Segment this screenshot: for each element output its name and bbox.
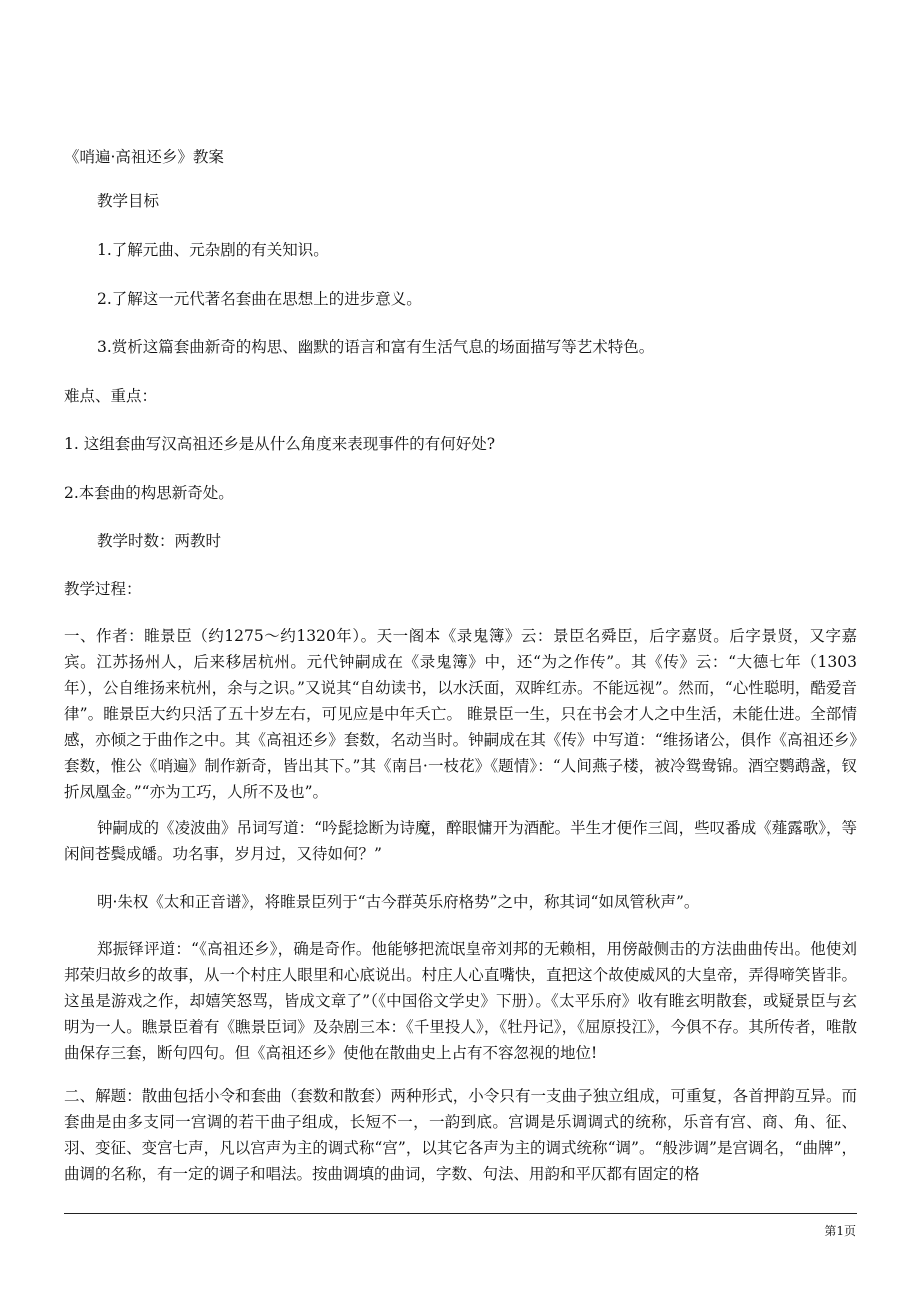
teaching-hours: 教学时数：两教时 xyxy=(97,532,222,550)
key-point-item-1: 1. 这组套曲写汉高祖还乡是从什么角度来表现事件的有何好处? xyxy=(64,435,496,453)
document-title: 《哨遍·高祖还乡》教案 xyxy=(64,148,224,166)
zheng-zhenduo-paragraph: 郑振铎评道：“《高祖还乡》，确是奇作。他能够把流氓皇帝刘邦的无赖相，用傍敲侧击的方法曲曲传出。他使刘邦荣归故乡的故事，从一个村庄人眼里和心底说出。村庄人心直嘴快，直把这个故使威风的大皇帝，弄得啼笑皆非。这虽是游戏之作，却嬉笑怒骂，皆成文章了”（《中国俗文学史》下册）。《太平乐府》收有睢玄明散套，或疑景臣与玄明为一人。瞧景臣着有《瞧景臣词》及杂剧三本：《千里投人》，《牡丹记》，《屈原投江》，今俱不存。其所传者，唯散曲保存三套，断句四句。但《高祖还乡》使他在散曲史上占有不容忽视的地位! xyxy=(64,940,857,1062)
page-number: 第1页 xyxy=(824,1224,856,1238)
goal-item-2: 2.了解这一元代著名套曲在思想上的进步意义。 xyxy=(97,290,422,308)
footer-divider xyxy=(64,1213,857,1214)
author-paragraph: 一、作者：睢景臣（约1275～约1320年）。天一阁本《录鬼簿》云：景臣名舜臣，后字嘉贤。后字景贤，又字嘉宾。江苏扬州人，后来移居杭州。元代钟嗣成在《录鬼簿》中，还“为之作传”。其《传》云：“大德七年（1303年），公自维扬来杭州，余与之识。”又说其“自幼读书，以水沃面，双眸红赤。不能远视”。然而，“心性聪明，酷爱音律”。睢景臣大约只活了五十岁左右，可见应是中年夭亡。 睢景臣一生，只在书会才人之中生活，未能仕进。全部情感，亦倾之于曲作之中。其《高祖还乡》套数，名动当时。钟嗣成在其《传》中写道：“维扬诸公，俱作《高祖还乡》套数，惟公《哨遍》制作新奇，皆出其下。”其《南吕·一枝花》《题情》：“人间燕子楼，被冷鸳鸯锦。酒空鹦鹉盏，钗折凤凰金。”“亦为工巧，人所不及也”。 xyxy=(64,627,857,801)
goal-item-3: 3.赏析这篇套曲新奇的构思、幽默的语言和富有生活气息的场面描写等艺术特色。 xyxy=(97,338,655,356)
zhong-sicheng-paragraph: 钟嗣成的《凌波曲》吊词写道：“吟髭捻断为诗魔，醉眼慵开为酒酡。半生才便作三闾，些叹番成《薤露歌》，等闲间苍鬓成皤。功名事，岁月过，又待如何？” xyxy=(64,819,857,863)
section-heading-goals: 教学目标 xyxy=(97,192,160,210)
section-heading-process: 教学过程： xyxy=(64,580,142,598)
goal-item-1: 1.了解元曲、元杂剧的有关知识。 xyxy=(97,241,329,259)
zhu-quan-paragraph: 明·朱权《太和正音谱》，将睢景臣列于“古今群英乐府格势”之中，称其词“如凤管秋声”。 xyxy=(97,893,700,911)
document-page xyxy=(64,0,857,1302)
explanation-paragraph: 二、解题：散曲包括小令和套曲（套数和散套）两种形式，小令只有一支曲子独立组成，可重复，各首押韵互异。而套曲是由多支同一宫调的若干曲子组成，长短不一，一韵到底。宫调是乐调调式的统称，乐音有宫、商、角、征、羽、变征、变宫七声，凡以宫声为主的调式称“宫”，以其它各声为主的调式统称“调”。“般涉调”是宫调名，“曲牌”，曲调的名称，有一定的调子和唱法。按曲调填的曲词，字数、句法、用韵和平仄都有固定的格 xyxy=(64,1087,857,1183)
section-heading-key-points: 难点、重点： xyxy=(64,387,158,405)
key-point-item-2: 2.本套曲的构思新奇处。 xyxy=(64,484,234,502)
